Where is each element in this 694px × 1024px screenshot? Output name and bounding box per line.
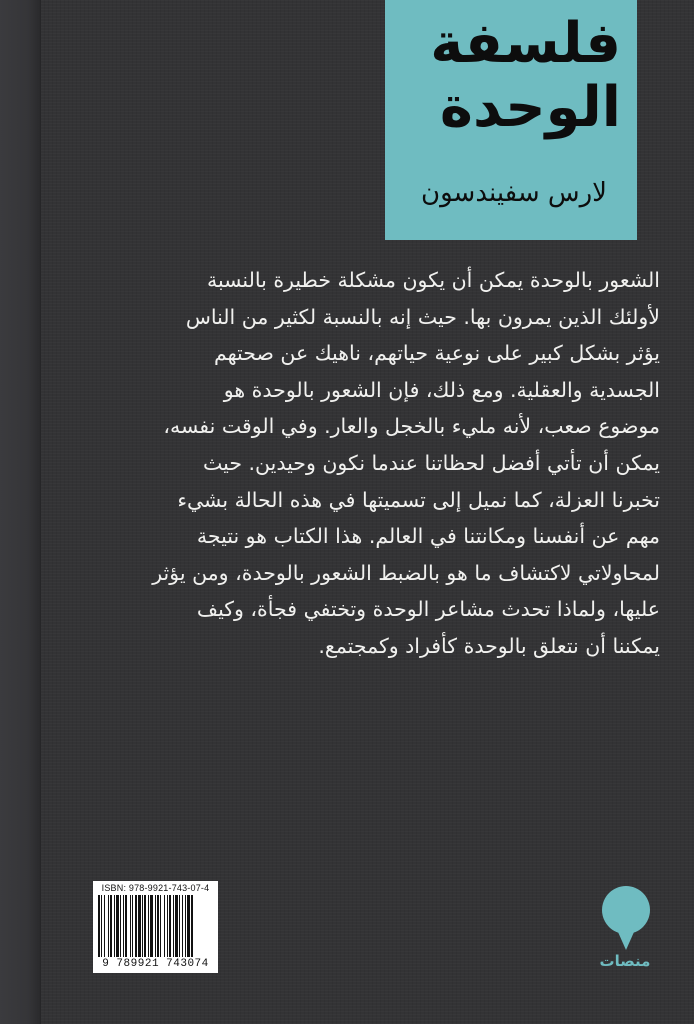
author-name: لارس سفيندسون bbox=[421, 178, 607, 208]
blurb-line: لمحاولاتي لاكتشاف ما هو بالضبط الشعور بالوحدة، ومن يؤثر bbox=[152, 560, 660, 585]
blurb-line: الجسدية والعقلية. ومع ذلك، فإن الشعور بالوحدة هو bbox=[223, 377, 660, 402]
blurb-line: يمكننا أن نتعلق بالوحدة كأفراد وكمجتمع. bbox=[318, 633, 660, 658]
blurb-line: لأولئك الذين يمرون بها. حيث إنه بالنسبة لكثير من الناس bbox=[185, 304, 660, 329]
isbn-digits: 9 789921 743074 bbox=[102, 958, 209, 970]
barcode bbox=[93, 881, 218, 973]
blurb-line: مهم عن أنفسنا ومكانتنا في العالم. هذا الكتاب هو نتيجة bbox=[196, 524, 660, 549]
title-box bbox=[385, 0, 637, 240]
barcode-bars bbox=[98, 895, 213, 957]
book-title-line-1: فلسفة bbox=[430, 11, 621, 76]
blurb-line: موضوع صعب، لأنه مليء بالخجل والعار. وفي الوقت نفسه، bbox=[163, 414, 660, 439]
blurb-line: يمكن أن تأتي أفضل لحظاتنا عندما نكون وحيدين. حيث bbox=[203, 450, 660, 475]
book-title-line-2: الوحدة bbox=[439, 75, 621, 140]
blurb-line: عليها، ولماذا تحدث مشاعر الوحدة وتختفي فجأة، وكيف bbox=[196, 597, 660, 622]
blurb-line: الشعور بالوحدة يمكن أن يكون مشكلة خطيرة بالنسبة bbox=[206, 268, 660, 292]
blurb-line: يؤثر بشكل كبير على نوعية حياتهم، ناهيك عن صحتهم bbox=[213, 341, 660, 366]
publisher-name: منصات bbox=[599, 952, 651, 970]
publisher-logo-icon bbox=[596, 882, 656, 954]
spine-edge bbox=[0, 0, 41, 1024]
isbn-label: ISBN: 978-9921-743-07-4 bbox=[101, 883, 210, 893]
blurb-line: تخبرنا العزلة، كما نميل إلى تسميتها في هذه الحالة بشيء bbox=[177, 487, 660, 512]
book-title bbox=[430, 12, 621, 140]
blurb-text bbox=[90, 262, 660, 665]
